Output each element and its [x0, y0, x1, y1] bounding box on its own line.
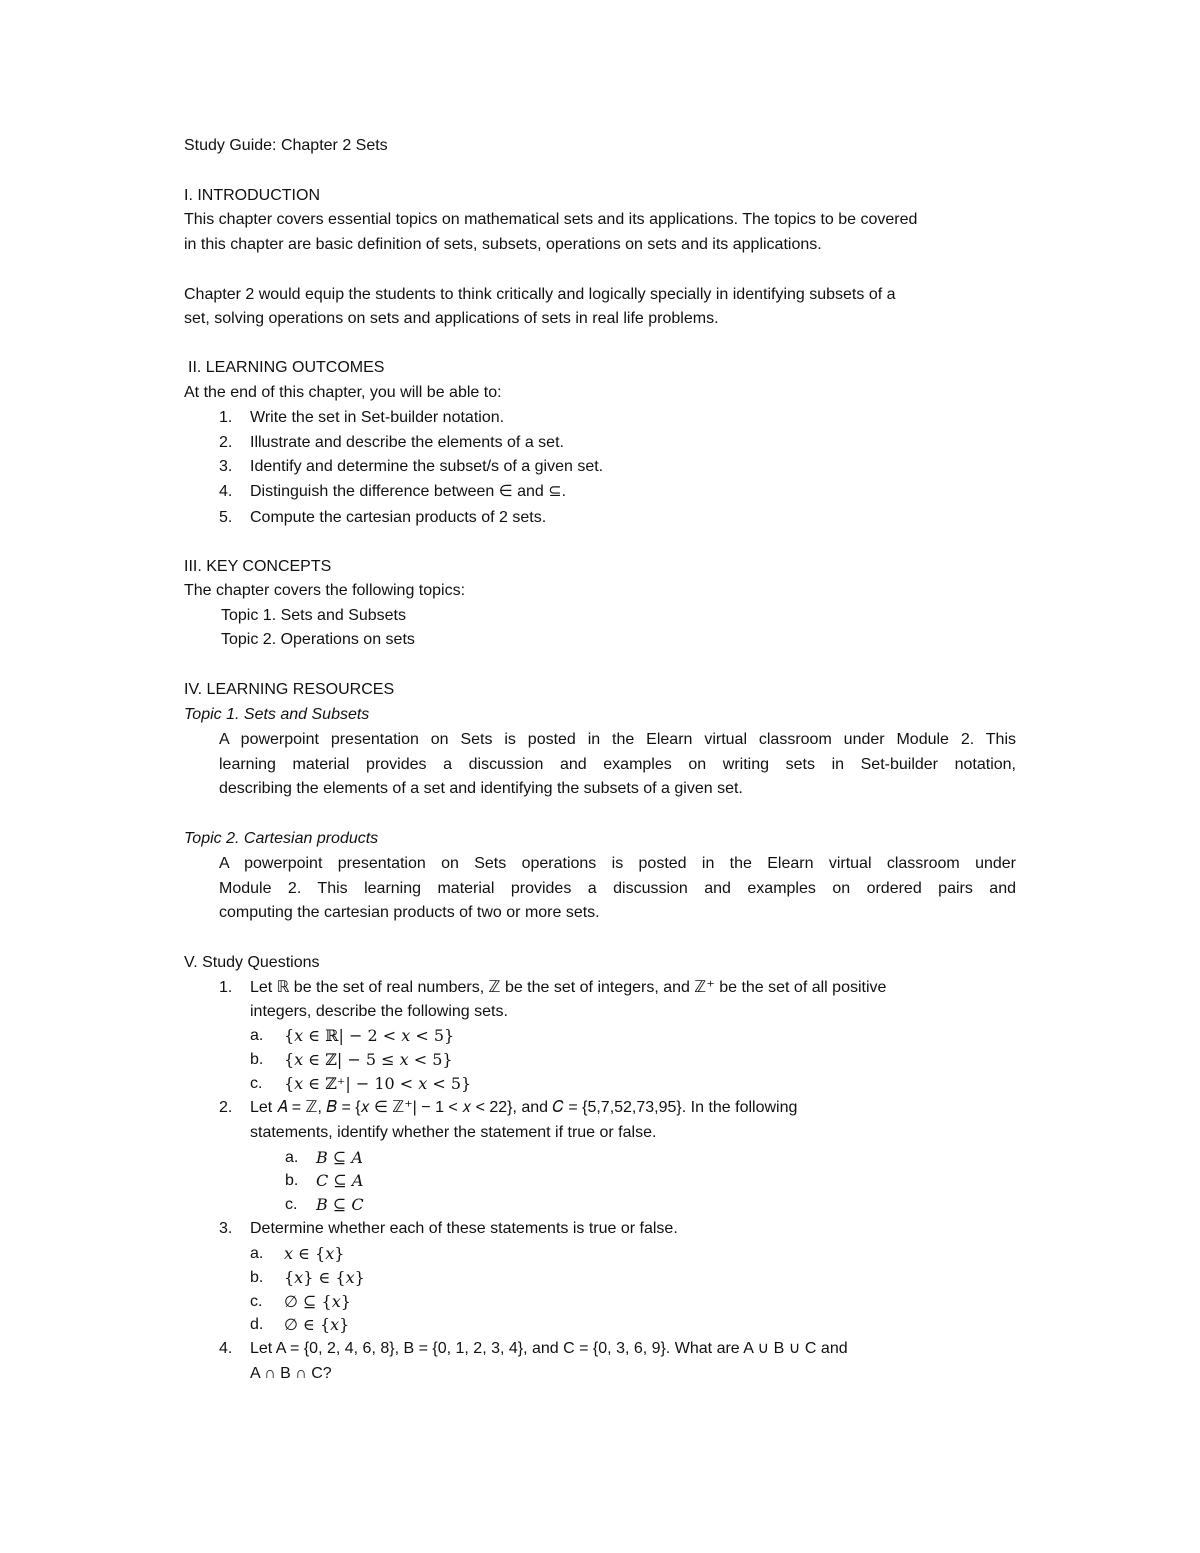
question-4-line-1: Let A = {0, 2, 4, 6, 8}, B = {0, 1, 2, 3, 4}, and C = {0, 3, 6, 9}. What are A ∪ B ∪ C and: [250, 1340, 848, 1357]
question-number: 1.: [219, 979, 233, 996]
subitem-label: d.: [250, 1316, 264, 1333]
question-number: 4.: [219, 1340, 233, 1357]
outcome-number: 5.: [219, 509, 233, 526]
resource-topic-2-line-1: A powerpoint presentation on Sets operations is posted in the Elearn virtual classroom under: [219, 855, 1016, 872]
subitem-label: b.: [250, 1051, 264, 1068]
outcome-item: Compute the cartesian products of 2 sets.: [250, 509, 547, 526]
question-number: 2.: [219, 1099, 233, 1116]
concept-topic-2: Topic 2. Operations on sets: [221, 631, 415, 648]
outcome-item: Illustrate and describe the elements of a set.: [250, 434, 564, 451]
subitem-expression: 𝑥 ∈ {𝑥}: [284, 1244, 345, 1263]
subitem-expression: {𝑥} ∈ {𝑥}: [284, 1268, 365, 1287]
outcome-item: Identify and determine the subset/s of a given set.: [250, 458, 604, 475]
subitem-label: a.: [285, 1149, 299, 1166]
question-2-line-2: statements, identify whether the statement if true or false.: [250, 1124, 657, 1141]
question-4-line-2: A ∩ B ∩ C?: [250, 1365, 332, 1382]
subitem-label: c.: [250, 1293, 263, 1310]
subitem-expression: ∅ ∈ {𝑥}: [284, 1315, 350, 1334]
subitem-expression: {𝑥 ∈ ℝ| − 2 < 𝑥 < 5}: [284, 1026, 455, 1045]
subitem-label: a.: [250, 1245, 264, 1262]
concept-topic-1: Topic 1. Sets and Subsets: [221, 607, 406, 624]
subitem-expression: 𝐶 ⊆ 𝐴: [316, 1171, 364, 1190]
subitem-label: c.: [285, 1196, 298, 1213]
outcome-number: 4.: [219, 483, 233, 500]
subitem-expression: 𝐵 ⊆ 𝐶: [316, 1195, 364, 1214]
outcome-number: 3.: [219, 458, 233, 475]
subitem-label: c.: [250, 1075, 263, 1092]
section-heading-introduction: I. INTRODUCTION: [184, 187, 320, 204]
section-heading-key-concepts: III. KEY CONCEPTS: [184, 558, 332, 575]
question-1-line-2: integers, describe the following sets.: [250, 1003, 508, 1020]
outcome-item: Distinguish the difference between ∈ and ⊆.: [250, 483, 567, 500]
resource-topic-1-line-3: describing the elements of a set and identifying the subsets of a given set.: [219, 780, 743, 797]
resource-topic-1-line-2: learning material provides a discussion and examples on writing sets in Set-builder notation,: [219, 756, 1016, 773]
section-heading-study-questions: V. Study Questions: [184, 954, 320, 971]
subitem-label: b.: [250, 1269, 264, 1286]
document-title: Study Guide: Chapter 2 Sets: [184, 137, 388, 154]
resource-topic-2-line-2: Module 2. This learning material provides a discussion and examples on ordered pairs and: [219, 880, 1016, 897]
outcome-item: Write the set in Set-builder notation.: [250, 409, 505, 426]
concepts-lead: The chapter covers the following topics:: [184, 582, 466, 599]
intro-paragraph-1-line-1: This chapter covers essential topics on mathematical sets and its applications. The topics to be covered: [184, 211, 918, 228]
intro-paragraph-1-line-2: in this chapter are basic definition of sets, subsets, operations on sets and its applications.: [184, 236, 822, 253]
intro-paragraph-2-line-1: Chapter 2 would equip the students to think critically and logically specially in identifying subsets of a: [184, 286, 896, 303]
subitem-expression: ∅ ⊆ {𝑥}: [284, 1292, 351, 1311]
subitem-expression: {𝑥 ∈ ℤ⁺| − 10 < 𝑥 < 5}: [284, 1074, 472, 1093]
subitem-expression: {𝑥 ∈ ℤ| − 5 ≤ 𝑥 < 5}: [284, 1050, 453, 1069]
intro-paragraph-2-line-2: set, solving operations on sets and applications of sets in real life problems.: [184, 310, 719, 327]
question-1-line-1: Let ℝ be the set of real numbers, ℤ be the set of integers, and ℤ⁺ be the set of all positive: [250, 979, 887, 996]
subitem-label: a.: [250, 1027, 264, 1044]
outcome-number: 1.: [219, 409, 233, 426]
subitem-label: b.: [285, 1172, 299, 1189]
resource-topic-1-title: Topic 1. Sets and Subsets: [184, 706, 370, 723]
section-heading-learning-resources: IV. LEARNING RESOURCES: [184, 681, 395, 698]
section-heading-learning-outcomes: II. LEARNING OUTCOMES: [188, 359, 385, 376]
question-3-line-1: Determine whether each of these statements is true or false.: [250, 1220, 678, 1237]
resource-topic-1-line-1: A powerpoint presentation on Sets is posted in the Elearn virtual classroom under Module 2. This: [219, 731, 1016, 748]
subitem-expression: 𝐵 ⊆ 𝐴: [316, 1148, 363, 1167]
outcome-number: 2.: [219, 434, 233, 451]
question-number: 3.: [219, 1220, 233, 1237]
resource-topic-2-title: Topic 2. Cartesian products: [184, 830, 379, 847]
outcomes-lead: At the end of this chapter, you will be able to:: [184, 384, 502, 401]
resource-topic-2-line-3: computing the cartesian products of two or more sets.: [219, 904, 600, 921]
question-2-line-1: Let 𝐴 = ℤ, 𝐵 = {𝑥 ∈ ℤ⁺| − 1 < 𝑥 < 22}, and 𝐶 = {5,7,52,73,95}. In the following: [250, 1099, 798, 1116]
